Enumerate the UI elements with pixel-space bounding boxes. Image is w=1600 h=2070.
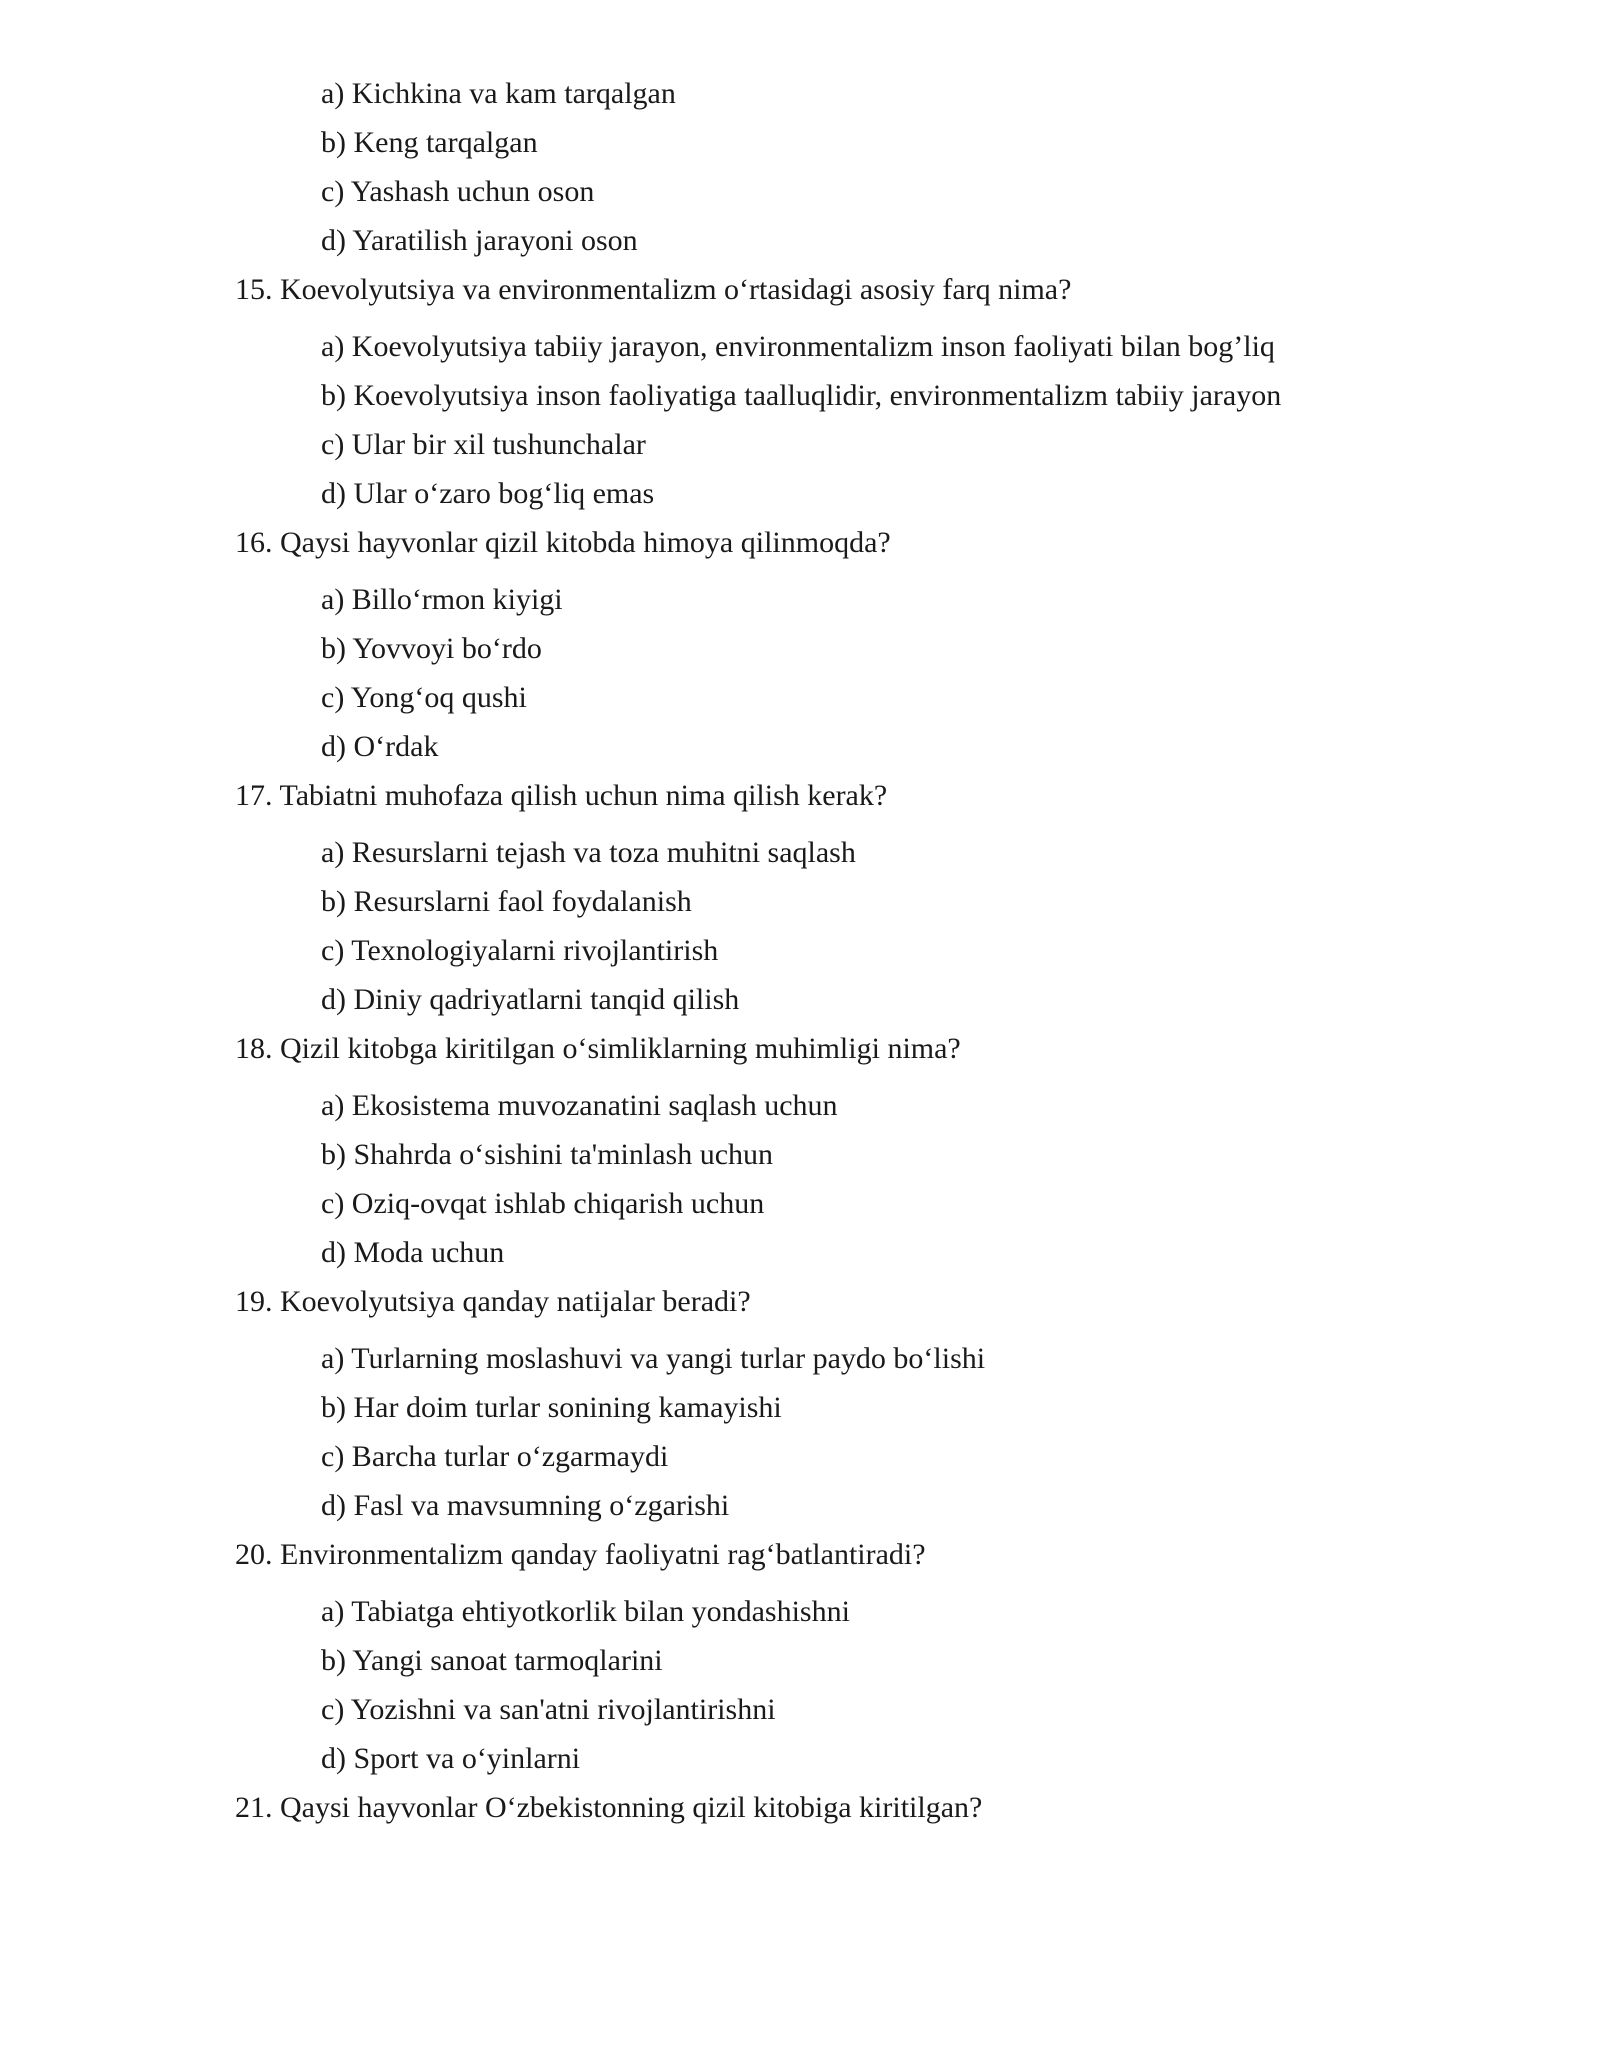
answer-option: a) Tabiatga ehtiyotkorlik bilan yondashishni: [321, 1595, 850, 1628]
question-19: 19. Koevolyutsiya qanday natijalar beradi?: [235, 1285, 751, 1318]
question-18: 18. Qizil kitobga kiritilgan o‘simliklarning muhimligi nima?: [235, 1032, 961, 1065]
answer-option: c) Barcha turlar o‘zgarmaydi: [321, 1440, 669, 1473]
answer-option: a) Billo‘rmon kiyigi: [321, 583, 563, 616]
answer-option: a) Resurslarni tejash va toza muhitni saqlash: [321, 836, 856, 869]
answer-option: b) Koevolyutsiya inson faoliyatiga taalluqlidir, environmentalizm tabiiy jarayon: [321, 379, 1282, 412]
answer-option: d) Sport va o‘yinlarni: [321, 1742, 581, 1775]
answer-option: d) Moda uchun: [321, 1236, 505, 1269]
answer-option: d) Ular o‘zaro bog‘liq emas: [321, 477, 655, 510]
answer-option: c) Oziq-ovqat ishlab chiqarish uchun: [321, 1187, 765, 1220]
answer-option: c) Yashash uchun oson: [321, 175, 595, 208]
answer-option: d) Yaratilish jarayoni oson: [321, 224, 638, 257]
answer-option: a) Turlarning moslashuvi va yangi turlar paydo bo‘lishi: [321, 1342, 986, 1375]
answer-option: d) Fasl va mavsumning o‘zgarishi: [321, 1489, 730, 1522]
answer-option: a) Ekosistema muvozanatini saqlash uchun: [321, 1089, 838, 1122]
answer-option: b) Yovvoyi bo‘rdo: [321, 632, 542, 665]
answer-option: b) Resurslarni faol foydalanish: [321, 885, 692, 918]
answer-option: b) Keng tarqalgan: [321, 126, 538, 159]
answer-option: c) Yong‘oq qushi: [321, 681, 527, 714]
answer-option: b) Shahrda o‘sishini ta'minlash uchun: [321, 1138, 774, 1171]
question-16: 16. Qaysi hayvonlar qizil kitobda himoya qilinmoqda?: [235, 526, 891, 559]
answer-option: b) Yangi sanoat tarmoqlarini: [321, 1644, 663, 1677]
question-15: 15. Koevolyutsiya va environmentalizm o‘rtasidagi asosiy farq nima?: [235, 273, 1072, 306]
question-17: 17. Tabiatni muhofaza qilish uchun nima qilish kerak?: [235, 779, 888, 812]
answer-option: d) O‘rdak: [321, 730, 439, 763]
answer-option: b) Har doim turlar sonining kamayishi: [321, 1391, 782, 1424]
question-21: 21. Qaysi hayvonlar O‘zbekistonning qizil kitobiga kiritilgan?: [235, 1791, 983, 1824]
answer-option: a) Kichkina va kam tarqalgan: [321, 77, 676, 110]
question-20: 20. Environmentalizm qanday faoliyatni rag‘batlantiradi?: [235, 1538, 926, 1571]
answer-option: c) Ular bir xil tushunchalar: [321, 428, 646, 461]
answer-option: a) Koevolyutsiya tabiiy jarayon, environmentalizm inson faoliyati bilan bog’liq: [321, 330, 1275, 363]
answer-option: c) Yozishni va san'atni rivojlantirishni: [321, 1693, 776, 1726]
answer-option: c) Texnologiyalarni rivojlantirish: [321, 934, 719, 967]
answer-option: d) Diniy qadriyatlarni tanqid qilish: [321, 983, 740, 1016]
